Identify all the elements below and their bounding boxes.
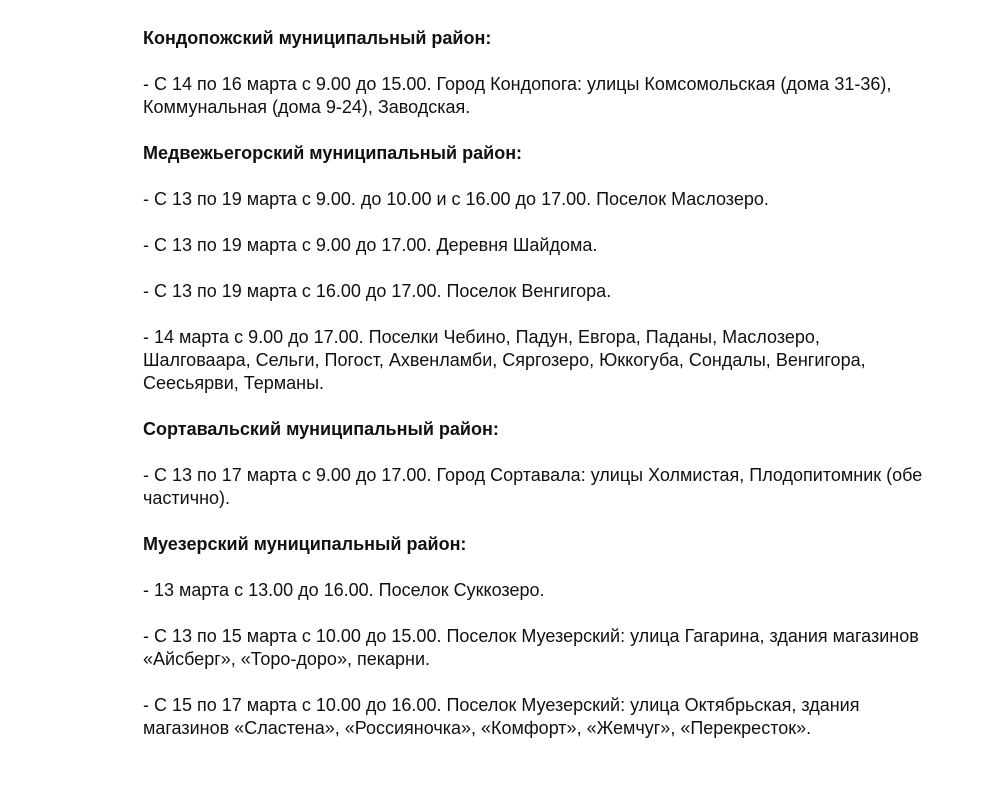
outage-entry: - С 15 по 17 марта с 10.00 до 16.00. Поселок Муезерский: улица Октябрьская, здания магазинов «Сластена», «Россияночка», «Комфорт», «Жемчуг», «Перекресток».: [143, 695, 860, 738]
district-kondopoga: [143, 27, 923, 119]
district-sortavala: [143, 418, 923, 510]
district-title: Муезерский муниципальный район:: [143, 534, 467, 554]
district-muezersky: [143, 533, 923, 740]
outage-entry: - С 13 по 17 марта с 9.00 до 17.00. Город Сортавала: улицы Холмистая, Плодопитомник (обе частично).: [143, 465, 923, 508]
district-medvezhyegorsk: [143, 142, 923, 395]
outage-entry: - С 13 по 19 марта с 9.00 до 17.00. Деревня Шайдома.: [143, 235, 598, 255]
outage-entry: - С 13 по 19 марта с 16.00 до 17.00. Поселок Венгигора.: [143, 281, 612, 301]
outage-entry: - 14 марта с 9.00 до 17.00. Поселки Чебино, Падун, Евгора, Паданы, Маслозеро, Шалговаара, Сельги, Погост, Ахвенламби, Сяргозеро, Юккогуба, Сондалы, Венгигора, Сеесьярви, Терманы.: [143, 327, 866, 393]
article-body: [143, 27, 923, 763]
outage-entry: - С 13 по 15 марта с 10.00 до 15.00. Поселок Муезерский: улица Гагарина, здания магазинов «Айсберг», «Торо-доро», пекарни.: [143, 626, 919, 669]
district-title: Сортавальский муниципальный район:: [143, 419, 499, 439]
district-title: Кондопожский муниципальный район:: [143, 28, 492, 48]
outage-entry: - С 13 по 19 марта с 9.00. до 10.00 и с 16.00 до 17.00. Поселок Маслозеро.: [143, 189, 769, 209]
district-title: Медвежьегорский муниципальный район:: [143, 143, 523, 163]
outage-entry: - С 14 по 16 марта с 9.00 до 15.00. Город Кондопога: улицы Комсомольская (дома 31-36), Коммунальная (дома 9-24), Заводская.: [143, 74, 892, 117]
outage-entry: - 13 марта с 13.00 до 16.00. Поселок Суккозеро.: [143, 580, 545, 600]
